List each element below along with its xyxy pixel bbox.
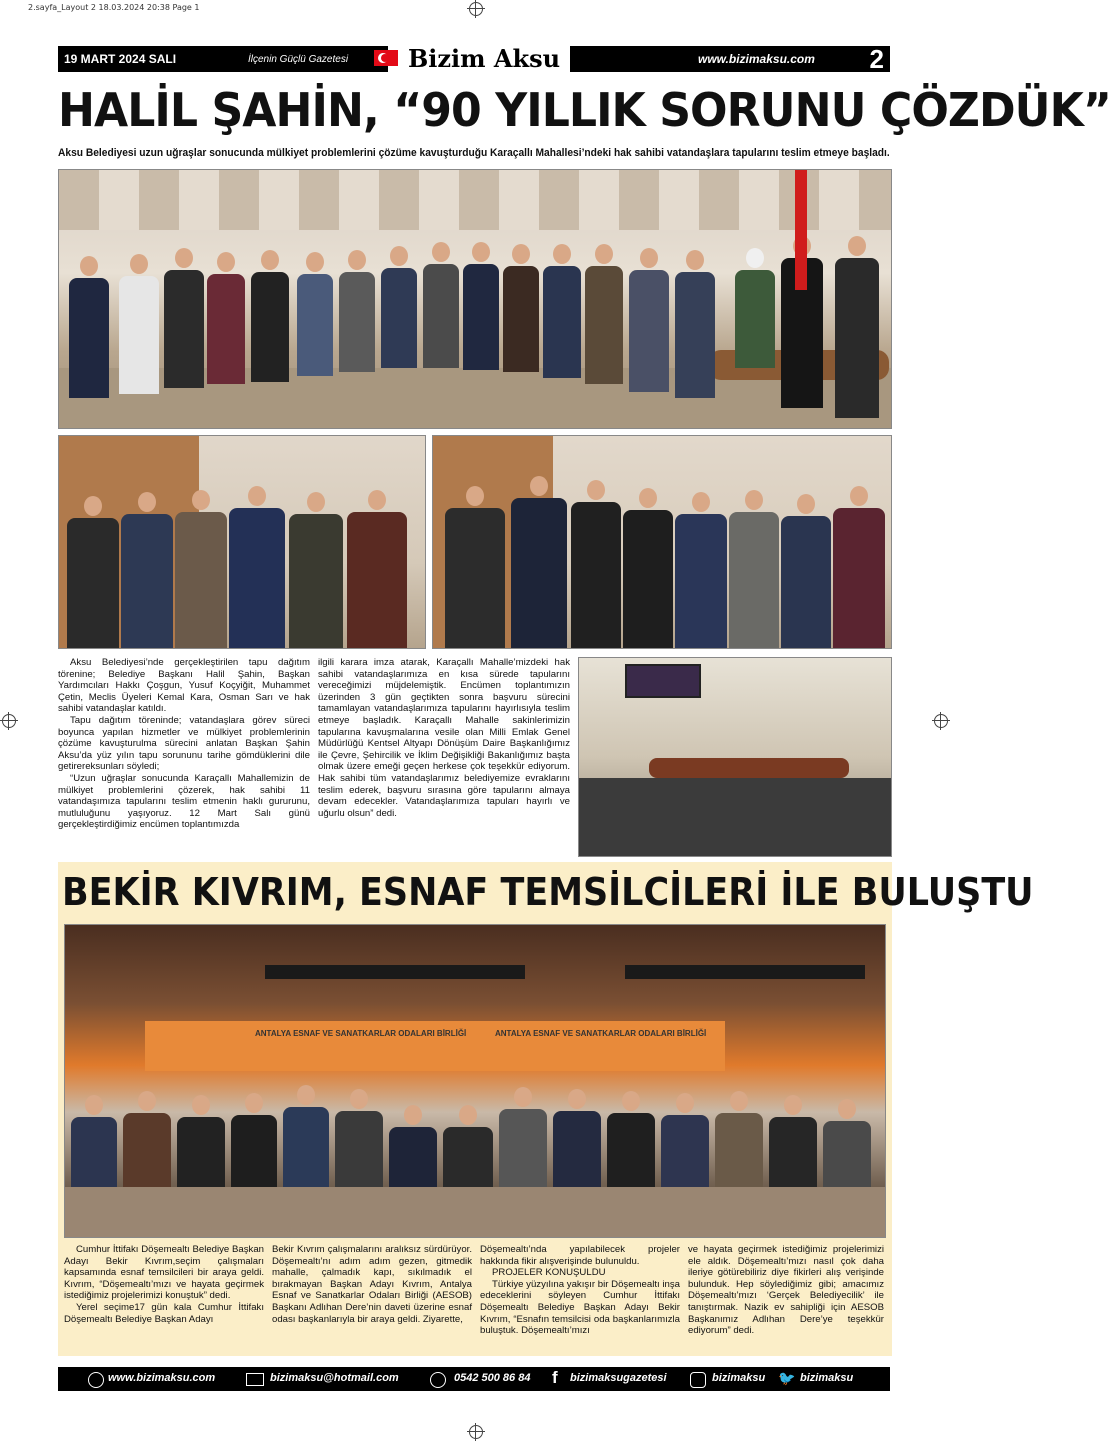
story1-column-1 <box>58 657 310 831</box>
story1-column-2 <box>318 657 570 819</box>
conference-table <box>65 1187 885 1237</box>
brand-name: Bizim Aksu <box>408 44 561 73</box>
subheading: PROJELER KONUŞULDU <box>492 1267 606 1279</box>
paragraph: Cumhur İttifakı Döşemealtı Belediye Başkan Adayı Bekir Kıvrım,seçim çalışmaları kapsamında esnaf temsilcileri bir araya geldi. Kıvrım, “Döşemealtı’mızı ve hayata geçirmek istediğimiz projelerimizi konuştuk” dedi. <box>64 1244 264 1302</box>
paragraph: ilgili karara imza atarak, Karaçallı Mahalle’mizdeki hak sahibi vatandaşlarımıza en kısa sürede tapularını vereceğimizi müjdelemiştik. Encümen toplantımızın üzerinden 3 gün geçtikten sonra başvuru sürecini tamamlayan vatandaşlarımıza tapularını hayırlısıyla teslim etmeye başladık. Karaçallı Mahalle sakinlerimizin tapularına kavuşmalarına vesile olan Milli Emlak Genel Müdürlüğü Kentsel Altyapı Dönüşüm Daire Başkanlığımız ile Çevre, Şehircilik ve İklim Değişikliği Bakanlığımız başta olmak üzere emeği geçen herkese çok teşekkür ediyorum. Hak sahibi tüm vatandaşlarımız belediyemize evraklarını teslim ederek, başvuru sırasına göre tapularını almaya devam edecekler. Vatandaşlarımıza tapuları hayırlı ve uğurlu olsun” dedi. <box>318 657 570 819</box>
paragraph: “Uzun uğraşlar sonucunda Karaçallı Mahallemizin de mülkiyet problemlerini çözerek, hak sahibi 11 vatandaşımıza tapularını teslim etmenin haklı gururunu, mutluluğunu yaşıyoruz. 12 Mart Salı günü gerçekleştirdiğimiz encümen toplantımızda <box>58 772 310 831</box>
story1-headline: HALİL ŞAHİN, “90 YILLIK SORUNU ÇÖZDÜK” <box>58 83 1111 137</box>
footer-instagram[interactable]: bizimaksu <box>712 1372 766 1384</box>
registration-mark-icon <box>469 1425 483 1439</box>
turkish-flag-icon <box>374 50 398 66</box>
footer-twitter[interactable]: bizimaksu <box>800 1372 854 1384</box>
registration-mark-icon <box>469 2 483 16</box>
meeting-table <box>649 758 849 778</box>
paragraph: Tapu dağıtım töreninde; vatandaşlara görev süreci boyunca yapılan hizmetler ve mülkiyet problemlerinin çözüme kavuşturulma sürecini anlatan Başkan Şahin Aksu’da yüz yılın tapu sorununu tarihe gömdüklerini dile getirereksunları söyledi; <box>58 714 310 773</box>
issue-date: 19 MART 2024 SALI <box>64 52 177 66</box>
audience <box>579 778 891 856</box>
brand-logo <box>388 46 570 72</box>
story2-group-photo <box>64 924 886 1238</box>
paragraph: Türkiye yüzyılına yakışır bir Döşemealtı inşa edeceklerini söyleyen Cumhur İttifakı Döşemealtı Belediye Başkan Adayı Bekir Kıvrım, “Esnafın temsilcisi oda başkanlarımızla buluştuk. Döşemealtı’mızı <box>480 1278 680 1337</box>
twitter-icon: 🐦 <box>778 1370 796 1386</box>
story2-headline: BEKİR KIVRIM, ESNAF TEMSİLCİLERİ İLE BULUŞTU <box>62 870 1034 914</box>
paragraph: Aksu Belediyesi’nde gerçekleştirilen tapu dağıtım törenine; Belediye Başkanı Halil Şahin, Başkan Yardımcıları Hakkı Çoşgun, Yusuf Koçyiğit, Muhammet Çetin, Meclis Üyeleri Kemal Kara, Osman Sarı ve hak sahibi vatandaşlar katıldı. <box>58 657 310 715</box>
story2-column-3 <box>480 1244 680 1337</box>
facebook-icon: f <box>552 1368 558 1387</box>
footer-facebook[interactable]: bizimaksugazetesi <box>570 1372 667 1384</box>
slogan: İlçenin Güçlü Gazetesi <box>248 54 349 65</box>
registration-mark-icon <box>934 714 948 728</box>
footer-bar <box>58 1367 890 1391</box>
mail-icon <box>246 1373 264 1386</box>
story2-column-1 <box>64 1244 264 1325</box>
masthead-website[interactable]: www.bizimaksu.com <box>698 52 815 66</box>
paragraph: Bekir Kıvrım çalışmalarını aralıksız sürdürüyor. Döşemealtı’nı adım adım gezen, gitmedik mahalle, çalmadık kapı, sıkılmadık el bırakmayan Başkan Adayı Kıvrım, Antalya Esnaf ve Sanatkarlar Odaları Birliği (AESOB) Başkanı Adlıhan Dere’nin daveti üzerine esnaf odası başkanlarıyla bir araya geldi. Ziyarette, <box>272 1244 472 1325</box>
paragraph: Döşemealtı’nda yapılabilecek projeler hakkında fikir alışverişinde bulunuldu. <box>480 1244 680 1267</box>
footer-email[interactable]: bizimaksu@hotmail.com <box>270 1372 399 1384</box>
photo-banner-right: ANTALYA ESNAF VE SANATKARLAR ODALARI BİRLİĞİ <box>495 1029 707 1038</box>
print-info: 2.sayfa_Layout 2 18.03.2024 20:38 Page 1 <box>28 3 200 12</box>
globe-icon <box>88 1372 104 1388</box>
footer-website[interactable]: www.bizimaksu.com <box>108 1372 216 1384</box>
story2-column-4 <box>688 1244 884 1337</box>
paragraph: Yerel seçime17 gün kala Cumhur İttifakı Döşemealtı Belediye Başkan Adayı <box>64 1301 264 1325</box>
wall-pattern <box>59 170 891 230</box>
registration-mark-icon <box>2 714 16 728</box>
ceiling-light <box>625 965 865 979</box>
whatsapp-icon <box>430 1372 446 1388</box>
tv-screen <box>625 664 701 698</box>
story1-main-photo <box>58 169 892 429</box>
story1-photo-right <box>432 435 892 649</box>
story1-photo-left <box>58 435 426 649</box>
story1-meeting-photo <box>578 657 892 857</box>
footer-phone[interactable]: 0542 500 86 84 <box>454 1372 531 1384</box>
page-number: 2 <box>869 44 884 74</box>
story1-spot: Aksu Belediyesi uzun uğraşlar sonucunda mülkiyet problemlerini çözüme kavuşturduğu Karaçallı Mahallesi’ndeki hak sahibi vatandaşlara tapularını teslim etmeye başladı. <box>58 147 890 159</box>
flag-pole-flag <box>795 170 807 290</box>
ceiling-light <box>265 965 525 979</box>
paragraph: ve hayata geçirmek istediğimiz projelerimizi ele aldık. Döşemealtı’mızı nasıl çok daha ileriye götürebiliriz diye fikirleri alış verişinde bulunduk. Hep söylediğimiz gibi; amacımız Döşemealtı’mızı ‘Gerçek Belediyecilik’ ile tanıştırmak. Nazik ev sahipliği için AESOB Başkanımız Adlıhan Dere’ye teşekkür ediyorum” dedi. <box>688 1244 884 1337</box>
story2-column-2 <box>272 1244 472 1325</box>
photo-banner-left: ANTALYA ESNAF VE SANATKARLAR ODALARI BİRLİĞİ <box>255 1029 467 1038</box>
logo-wall <box>145 1021 725 1071</box>
masthead-bar <box>58 46 890 72</box>
instagram-icon <box>690 1372 706 1388</box>
